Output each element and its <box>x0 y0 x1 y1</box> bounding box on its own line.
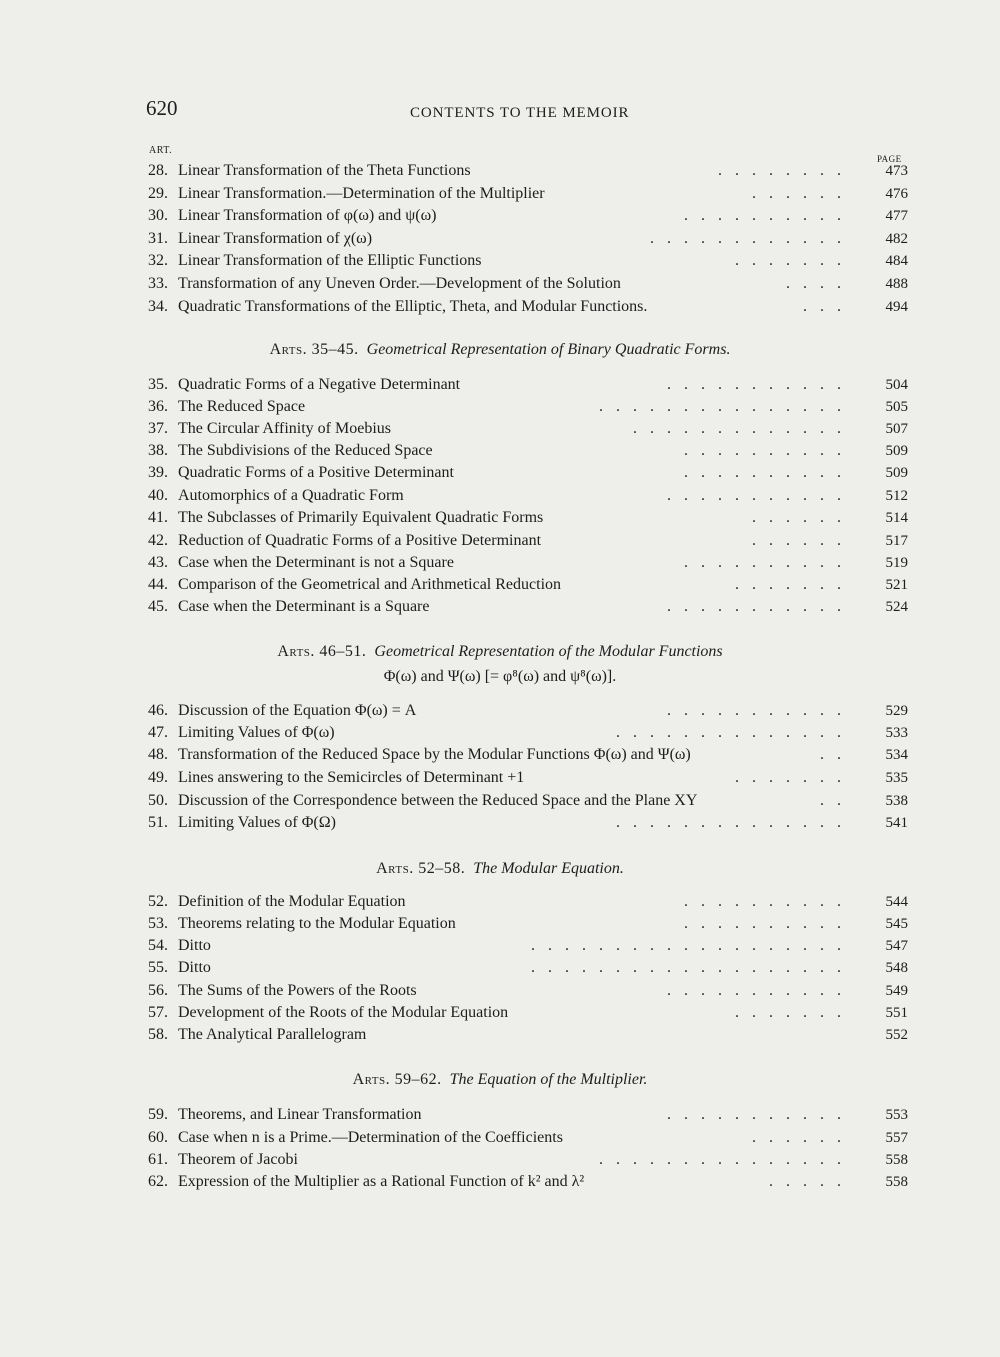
entry-number: 43. <box>148 554 168 571</box>
dot-leader: .............. <box>616 814 854 831</box>
entry-title: Linear Transformation of the Theta Functions <box>178 162 471 179</box>
entry-title: Discussion of the Equation Φ(ω) = A <box>178 702 417 719</box>
entry-page: 534 <box>885 747 908 763</box>
toc-entry <box>148 913 908 935</box>
toc-entry <box>148 228 908 250</box>
toc-entry <box>148 812 908 834</box>
entry-page: 541 <box>885 815 908 831</box>
dot-leader: ..... <box>769 1173 854 1190</box>
dot-leader: ....... <box>735 576 854 593</box>
entry-page: 505 <box>885 399 908 415</box>
dot-leader: ...... <box>752 185 854 202</box>
entry-title: Limiting Values of Φ(Ω) <box>178 814 336 831</box>
entry-number: 57. <box>148 1004 168 1021</box>
dot-leader: ............. <box>633 420 854 437</box>
toc-entry <box>148 160 908 182</box>
entry-title: Definition of the Modular Equation <box>178 893 406 910</box>
entry-title: Case when n is a Prime.—Determination of the Coefficients <box>178 1129 563 1146</box>
entry-page: 529 <box>885 703 908 719</box>
entry-number: 48. <box>148 746 168 763</box>
entry-title: The Subdivisions of the Reduced Space <box>178 442 433 459</box>
entry-page: 524 <box>885 599 908 615</box>
dot-leader: ....... <box>735 1004 854 1021</box>
section-heading <box>0 1071 1000 1089</box>
dot-leader: ........... <box>667 598 854 615</box>
entry-title: The Circular Affinity of Moebius <box>178 420 391 437</box>
dot-leader: ........... <box>667 376 854 393</box>
toc-entry <box>148 1104 908 1126</box>
entry-title: Comparison of the Geometrical and Arithmetical Reduction <box>178 576 562 593</box>
entry-title: Theorem of Jacobi <box>178 1151 298 1168</box>
entry-page: 482 <box>885 231 908 247</box>
toc-entry <box>148 250 908 272</box>
entry-number: 47. <box>148 724 168 741</box>
entry-page: 504 <box>885 377 908 393</box>
entry-page: 521 <box>885 577 908 593</box>
entry-page: 547 <box>885 938 908 954</box>
entry-page: 545 <box>885 916 908 932</box>
entry-title: Linear Transformation of φ(ω) and ψ(ω) <box>178 207 437 224</box>
entry-page: 553 <box>885 1107 908 1123</box>
section-subject: Geometrical Representation of the Modular Functions <box>374 643 723 660</box>
dot-leader: .......... <box>684 464 854 481</box>
entry-title: Case when the Determinant is not a Square <box>178 554 454 571</box>
toc-entry <box>148 596 908 618</box>
toc-entry <box>148 530 908 552</box>
entry-title: Transformation of the Reduced Space by the Modular Functions Φ(ω) and Ψ(ω) <box>178 746 691 763</box>
entry-number: 33. <box>148 275 168 292</box>
entry-title: Linear Transformation of χ(ω) <box>178 230 373 247</box>
entry-title: Quadratic Forms of a Positive Determinant <box>178 464 454 481</box>
section-heading <box>0 643 1000 661</box>
entry-page: 484 <box>885 253 908 269</box>
entry-number: 51. <box>148 814 168 831</box>
entry-page: 535 <box>885 770 908 786</box>
entry-page: 488 <box>885 276 908 292</box>
section-subject: The Modular Equation. <box>473 860 624 877</box>
toc-entry <box>148 935 908 957</box>
entry-title: Lines answering to the Semicircles of Determinant +1 <box>178 769 525 786</box>
entry-number: 31. <box>148 230 168 247</box>
entry-number: 38. <box>148 442 168 459</box>
entry-page: 552 <box>885 1027 908 1043</box>
toc-entry <box>148 980 908 1002</box>
entry-title: Quadratic Transformations of the Elliptic, Theta, and Modular Functions. <box>178 298 648 315</box>
dot-leader: ........... <box>667 702 854 719</box>
dot-leader: ........... <box>667 487 854 504</box>
entry-title: Development of the Roots of the Modular Equation <box>178 1004 509 1021</box>
entry-title: Reduction of Quadratic Forms of a Positive Determinant <box>178 532 542 549</box>
toc-entry <box>148 1127 908 1149</box>
toc-entry <box>148 396 908 418</box>
dot-leader: .... <box>786 275 854 292</box>
dot-leader: ............... <box>599 1151 854 1168</box>
toc-entry <box>148 418 908 440</box>
toc-entry <box>148 722 908 744</box>
toc-entry <box>148 374 908 396</box>
toc-entry <box>148 440 908 462</box>
entry-number: 53. <box>148 915 168 932</box>
section-arts: Arts. 52–58. <box>376 860 466 877</box>
dot-leader: ............ <box>650 230 854 247</box>
toc-entry <box>148 552 908 574</box>
toc-entry <box>148 485 908 507</box>
entry-title: Expression of the Multiplier as a Rational Function of k² and λ² <box>178 1173 585 1190</box>
entry-title: Discussion of the Correspondence between the Reduced Space and the Plane XY <box>178 792 698 809</box>
page-column-label: PAGE <box>877 154 902 164</box>
toc-entry <box>148 296 908 318</box>
entry-page: 512 <box>885 488 908 504</box>
entry-title: Linear Transformation.—Determination of the Multiplier <box>178 185 545 202</box>
entry-title: Case when the Determinant is a Square <box>178 598 430 615</box>
entry-page: 517 <box>885 533 908 549</box>
entry-page: 558 <box>885 1152 908 1168</box>
entry-number: 44. <box>148 576 168 593</box>
dot-leader: ....... <box>735 769 854 786</box>
entry-title: The Analytical Parallelogram <box>178 1026 367 1043</box>
dot-leader: ....... <box>735 252 854 269</box>
toc-entry <box>148 205 908 227</box>
section-subject: The Equation of the Multiplier. <box>449 1071 648 1088</box>
entry-number: 52. <box>148 893 168 910</box>
entry-number: 55. <box>148 959 168 976</box>
dot-leader: ...... <box>752 1129 854 1146</box>
entry-title: The Sums of the Powers of the Roots <box>178 982 417 999</box>
dot-leader: ................... <box>531 959 854 976</box>
entry-page: 509 <box>885 465 908 481</box>
entry-page: 544 <box>885 894 908 910</box>
section-arts: Arts. 35–45. <box>269 341 359 358</box>
entry-page: 507 <box>885 421 908 437</box>
dot-leader: .......... <box>684 915 854 932</box>
entry-title: Transformation of any Uneven Order.—Development of the Solution <box>178 275 621 292</box>
entry-number: 30. <box>148 207 168 224</box>
entry-number: 36. <box>148 398 168 415</box>
dot-leader: ...... <box>752 509 854 526</box>
dot-leader: .. <box>820 792 854 809</box>
entry-title: Linear Transformation of the Elliptic Functions <box>178 252 482 269</box>
dot-leader: ................... <box>531 937 854 954</box>
toc-entry <box>148 183 908 205</box>
dot-leader: ...... <box>752 532 854 549</box>
dot-leader: ........... <box>667 982 854 999</box>
toc-entry <box>148 507 908 529</box>
entry-number: 29. <box>148 185 168 202</box>
entry-title: Ditto <box>178 959 211 976</box>
toc-entry <box>148 1024 908 1046</box>
entry-page: 538 <box>885 793 908 809</box>
entry-page: 473 <box>885 163 908 179</box>
dot-leader: .......... <box>684 207 854 224</box>
entry-number: 28. <box>148 162 168 179</box>
entry-title: Theorems relating to the Modular Equation <box>178 915 456 932</box>
entry-number: 45. <box>148 598 168 615</box>
entry-title: Theorems, and Linear Transformation <box>178 1106 422 1123</box>
entry-page: 558 <box>885 1174 908 1190</box>
toc-entry <box>148 1171 908 1193</box>
dot-leader: ... <box>803 298 854 315</box>
entry-number: 41. <box>148 509 168 526</box>
art-column-label: ART. <box>149 145 173 156</box>
entry-page: 494 <box>885 299 908 315</box>
entry-page: 548 <box>885 960 908 976</box>
page-number: 620 <box>146 96 178 120</box>
entry-title: The Subclasses of Primarily Equivalent Quadratic Forms <box>178 509 544 526</box>
toc-entry <box>148 574 908 596</box>
entry-number: 46. <box>148 702 168 719</box>
dot-leader: ........ <box>718 162 854 179</box>
entry-page: 557 <box>885 1130 908 1146</box>
entry-title: The Reduced Space <box>178 398 306 415</box>
entry-number: 61. <box>148 1151 168 1168</box>
section-subject: Geometrical Representation of Binary Quadratic Forms. <box>366 341 731 358</box>
toc-entry <box>148 790 908 812</box>
section-heading <box>0 860 1000 878</box>
entry-number: 34. <box>148 298 168 315</box>
entry-number: 60. <box>148 1129 168 1146</box>
entry-number: 42. <box>148 532 168 549</box>
running-head: CONTENTS TO THE MEMOIR <box>410 105 630 121</box>
toc-entry <box>148 462 908 484</box>
section-arts: Arts. 59–62. <box>352 1071 442 1088</box>
entry-page: 514 <box>885 510 908 526</box>
entry-title: Limiting Values of Φ(ω) <box>178 724 335 741</box>
entry-page: 509 <box>885 443 908 459</box>
entry-number: 62. <box>148 1173 168 1190</box>
entry-page: 519 <box>885 555 908 571</box>
toc-entry <box>148 891 908 913</box>
entry-number: 59. <box>148 1106 168 1123</box>
section-heading <box>0 341 1000 359</box>
dot-leader: .............. <box>616 724 854 741</box>
dot-leader: ............... <box>599 398 854 415</box>
entry-number: 56. <box>148 982 168 999</box>
entry-page: 549 <box>885 983 908 999</box>
dot-leader: .......... <box>684 893 854 910</box>
entry-page: 533 <box>885 725 908 741</box>
toc-entry <box>148 767 908 789</box>
dot-leader: .. <box>820 746 854 763</box>
toc-entry <box>148 957 908 979</box>
entry-number: 32. <box>148 252 168 269</box>
dot-leader: .......... <box>684 442 854 459</box>
toc-entry <box>148 1149 908 1171</box>
entry-number: 50. <box>148 792 168 809</box>
toc-entry <box>148 700 908 722</box>
entry-title: Ditto <box>178 937 211 954</box>
section-arts: Arts. 46–51. <box>277 643 367 660</box>
entry-title: Quadratic Forms of a Negative Determinant <box>178 376 461 393</box>
entry-number: 40. <box>148 487 168 504</box>
entry-number: 37. <box>148 420 168 437</box>
toc-entry <box>148 744 908 766</box>
entry-number: 39. <box>148 464 168 481</box>
entry-page: 476 <box>885 186 908 202</box>
section-subject-line2: Φ(ω) and Ψ(ω) [= φ⁸(ω) and ψ⁸(ω)]. <box>383 668 617 685</box>
entry-number: 54. <box>148 937 168 954</box>
toc-entry <box>148 1002 908 1024</box>
entry-number: 35. <box>148 376 168 393</box>
entry-number: 49. <box>148 769 168 786</box>
entry-title: Automorphics of a Quadratic Form <box>178 487 404 504</box>
dot-leader: ........... <box>667 1106 854 1123</box>
toc-entry <box>148 273 908 295</box>
entry-page: 551 <box>885 1005 908 1021</box>
entry-number: 58. <box>148 1026 168 1043</box>
dot-leader: .......... <box>684 554 854 571</box>
entry-page: 477 <box>885 208 908 224</box>
